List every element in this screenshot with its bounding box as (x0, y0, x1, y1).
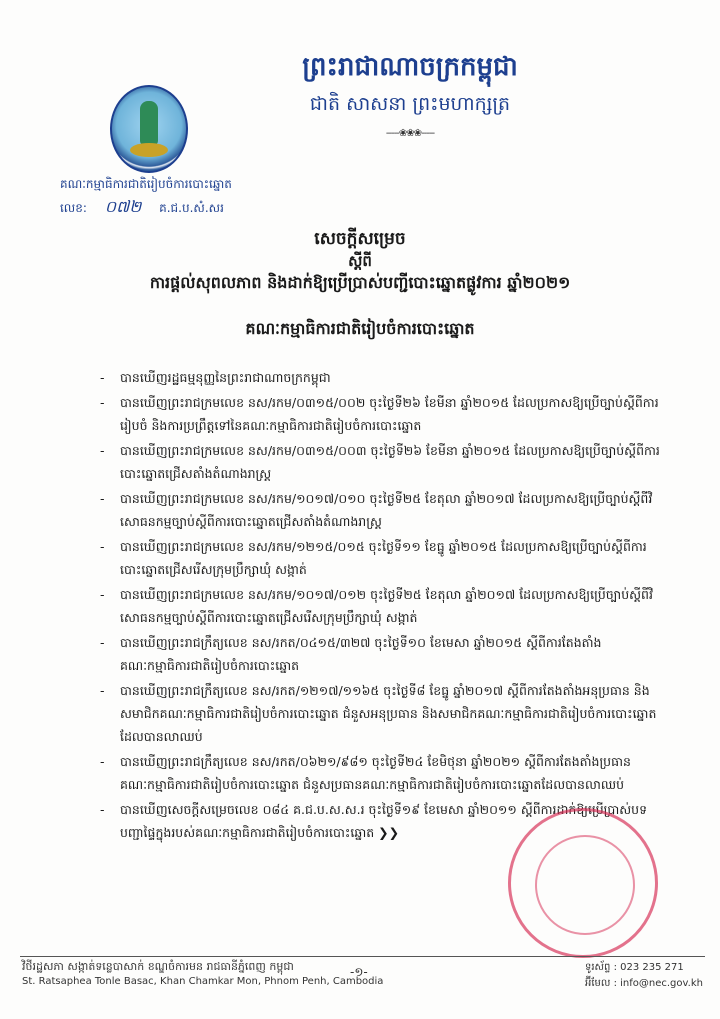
kingdom-header (270, 50, 550, 139)
list-item: - បានឃើញព្រះរាជក្រមលេខ នស/រកម/០៣១៥/០០៣ ចុះថ្ងៃទី២៦ ខែមីនា ឆ្នាំ២០១៥ ដែលប្រកាសឱ្យប្រើច្បាប់ស្ដីពីការបោះឆ្នោតជ្រើសតាំងតំណាងរាស្ត្រ (100, 443, 660, 481)
reference-label: លេខ: (60, 201, 87, 215)
list-item: - បានឃើញរដ្ឋធម្មនុញ្ញនៃព្រះរាជាណាចក្រកម្ពុជា (100, 370, 331, 385)
footer-phone: ទូរស័ព្ទ : 023 235 271 (585, 962, 684, 973)
reference-line (60, 196, 224, 220)
issuer: គណៈកម្មាធិការជាតិរៀបចំការបោះឆ្នោត (245, 319, 475, 338)
nec-logo (110, 85, 188, 173)
page-number: -១- (350, 965, 368, 979)
footer-email: អ៊ីមែល : info@nec.gov.kh (585, 978, 703, 989)
reference-number: ០៧២ (104, 197, 142, 216)
footer-divider (20, 956, 705, 957)
official-seal (508, 808, 658, 958)
reference-code: គ.ជ.ប.សំ.សរ (159, 201, 224, 215)
list-item: - បានឃើញព្រះរាជក្រមលេខ នស/រកម/១០១៧/០១០ ចុះថ្ងៃទី២៥ ខែតុលា ឆ្នាំ២០១៧ ដែលប្រកាសឱ្យប្រើច្បាប់ស្ដីពីវិសោធនកម្មច្បាប់ស្ដីពីការបោះឆ្នោតជ្រើសតាំងតំណាងរាស្ត្រ (100, 491, 653, 529)
document-subject: ការផ្ដល់សុពលភាព និងដាក់ឱ្យប្រើប្រាស់បញ្ជីបោះឆ្នោតផ្លូវការ ឆ្នាំ២០២១ (149, 273, 571, 292)
list-item: - បានឃើញព្រះរាជក្រឹត្យលេខ នស/រកត/០៤១៥/៣២៧ ចុះថ្ងៃទី១០ ខែមេសា ឆ្នាំ២០១៥ ស្ដីពីការតែងតាំងគណៈកម្មាធិការជាតិរៀបចំការបោះឆ្នោត (100, 635, 602, 673)
list-item: - បានឃើញព្រះរាជក្រមលេខ នស/រកម/១០១៧/០១២ ចុះថ្ងៃទី២៥ ខែតុលា ឆ្នាំ២០១៧ ដែលប្រកាសឱ្យប្រើច្បាប់ស្ដីពីវិសោធនកម្មច្បាប់ស្ដីពីការបោះឆ្នោតជ្រើសរើសក្រុមប្រឹក្សាឃុំ សង្កាត់ (100, 587, 653, 625)
list-item: - បានឃើញព្រះរាជក្រមលេខ នស/រកម/១២១៥/០១៥ ចុះថ្ងៃទី១១ ខែធ្នូ ឆ្នាំ២០១៥ ដែលប្រកាសឱ្យប្រើច្បាប់ស្ដីពីការបោះឆ្នោតជ្រើសរើសក្រុមប្រឹក្សាឃុំ សង្កាត់ (100, 539, 647, 577)
about-label: ស្ដីពី (348, 252, 372, 270)
footer-address-km: វិថីរដ្ឋសភា សង្កាត់ទន្លេបាសាក់ ខណ្ឌចំការមន រាជធានីភ្នំពេញ កម្ពុជា (22, 960, 294, 973)
organization-name: គណៈកម្មាធិការជាតិរៀបចំការបោះឆ្នោត (60, 177, 232, 191)
list-item: - បានឃើញសេចក្ដីសម្រេចលេខ ០៨៤ គ.ជ.ប.ស.ស.រ ចុះថ្ងៃទី១៩ ខែមេសា ឆ្នាំ២០១១ ស្ដីពីការដាក់ឱ្យប្រើប្រាស់បទបញ្ជាផ្ទៃក្នុងរបស់គណៈកម្មាធិការជាតិរៀបចំការបោះឆ្នោត ❯❯ (100, 802, 648, 840)
kingdom-title: ព្រះរាជាណាចក្រកម្ពុជា (302, 52, 518, 82)
footer-address-en: St. Ratsaphea Tonle Basac, Khan Chamkar Mon, Phnom Penh, Cambodia (22, 976, 384, 987)
considerations-list (100, 366, 660, 846)
list-item: - បានឃើញព្រះរាជក្រឹត្យលេខ នស/រកត/១២១៧/១១៦៥ ចុះថ្ងៃទី៨ ខែធ្នូ ឆ្នាំ២០១៧ ស្ដីពីការតែងតាំងអនុប្រធាន និងសមាជិកគណៈកម្មាធិការជាតិរៀបចំការបោះឆ្នោត ជំនួសអនុប្រធាន និងសមាជិកគណៈកម្មាធិការជាតិរៀបចំការបោះឆ្នោតដែលបានលាឈប់ (100, 683, 657, 744)
list-item: - បានឃើញព្រះរាជក្រមលេខ នស/រកម/០៣១៥/០០២ ចុះថ្ងៃទី២៦ ខែមីនា ឆ្នាំ២០១៥ ដែលប្រកាសឱ្យប្រើច្បាប់ស្ដីពីការរៀបចំ និងការប្រព្រឹត្តទៅនៃគណៈកម្មាធិការជាតិរៀបចំការបោះឆ្នោត (100, 395, 659, 433)
ornament-divider: -----❀❀❀----- (385, 128, 435, 139)
national-motto: ជាតិ សាសនា ព្រះមហាក្សត្រ (309, 93, 511, 115)
list-item: - បានឃើញព្រះរាជក្រឹត្យលេខ នស/រកត/០៦២១/៩៨១ ចុះថ្ងៃទី២៤ ខែមិថុនា ឆ្នាំ២០២១ ស្ដីពីការតែងតាំងប្រធានគណៈកម្មាធិការជាតិរៀបចំការបោះឆ្នោត ជំនួសប្រធានគណៈកម្មាធិការជាតិរៀបចំការបោះឆ្នោតដែលបានលាឈប់ (100, 754, 631, 792)
document-type: សេចក្ដីសម្រេច (314, 229, 406, 249)
